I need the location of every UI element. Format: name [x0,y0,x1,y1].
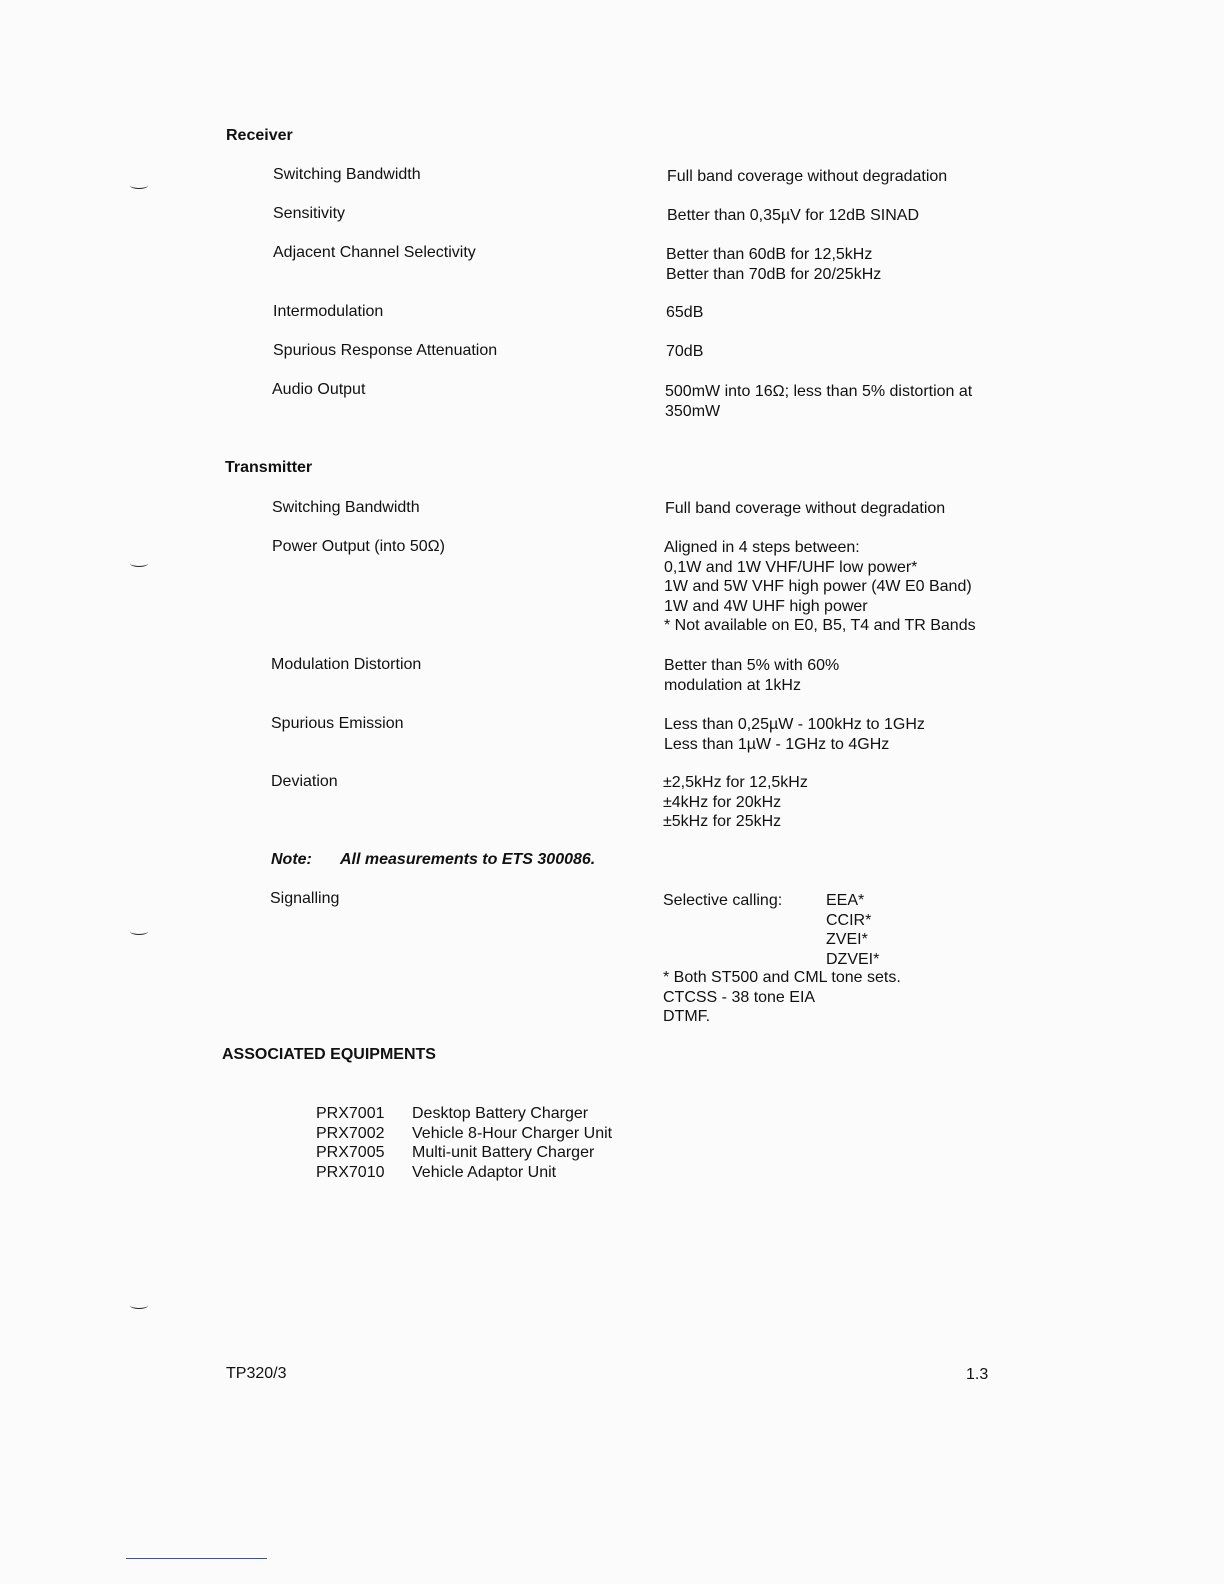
binder-mark [130,1302,148,1309]
spec-label: Spurious Response Attenuation [273,342,498,359]
spec-value: Better than 0,35µV for 12dB SINAD [667,207,920,224]
spec-value: 70dB [666,343,704,360]
equipment-desc: Multi-unit Battery Charger [412,1144,595,1161]
spec-label: Audio Output [272,381,366,398]
equipment-table [316,1104,612,1182]
binder-mark [130,182,148,189]
equipment-code: PRX7001 [316,1105,385,1122]
equipment-heading: ASSOCIATED EQUIPMENTS [222,1046,436,1063]
spec-label: Switching Bandwidth [272,499,420,516]
footer-doc-id: TP320/3 [226,1365,287,1382]
binder-mark [130,928,148,935]
spec-label: Power Output (into 50Ω) [272,538,445,555]
table-row [316,1163,612,1183]
spec-label: Spurious Emission [271,715,404,732]
spec-value: Better than 5% with 60% modulation at 1kHz [664,657,840,694]
bottom-rule [126,1558,267,1559]
spec-value: ±2,5kHz for 12,5kHz ±4kHz for 20kHz ±5kHz for 25kHz [663,774,808,830]
spec-value: Full band coverage without degradation [665,500,946,517]
note-prefix: Note: [271,851,312,868]
spec-label: Adjacent Channel Selectivity [273,244,476,261]
tone-list: EEA* CCIR* ZVEI* DZVEI* [826,892,880,968]
equipment-code: PRX7005 [316,1144,385,1161]
note-text: All measurements to ETS 300086. [340,851,596,868]
spec-value: Better than 60dB for 12,5kHz Better than 70dB for 20/25kHz [666,246,882,283]
equipment-code: PRX7010 [316,1163,385,1181]
signalling-label: Signalling [270,890,340,907]
spec-value: 500mW into 16Ω; less than 5% distortion at 350mW [665,383,973,420]
receiver-heading: Receiver [226,127,293,144]
selective-calling-label: Selective calling: [663,892,783,909]
spec-label: Deviation [271,773,338,790]
spec-value: 65dB [666,304,704,321]
equipment-desc: Vehicle Adaptor Unit [412,1163,557,1181]
binder-mark [130,560,148,567]
spec-value: Aligned in 4 steps between: 0,1W and 1W VHF/UHF low power* 1W and 5W VHF high power (4W E0 Band) 1W and 4W UHF high power * Not available on E0, B5, T4 and TR Bands [664,539,976,634]
spec-value: Less than 0,25µW - 100kHz to 1GHz Less than 1µW - 1GHz to 4GHz [664,716,925,753]
equipment-desc: Desktop Battery Charger [412,1105,589,1122]
spec-label: Switching Bandwidth [273,166,421,183]
spec-label: Intermodulation [273,303,384,320]
table-row [316,1104,612,1124]
spec-value: Full band coverage without degradation [667,168,948,185]
table-row [316,1124,612,1144]
transmitter-heading: Transmitter [225,459,313,476]
spec-label: Sensitivity [273,205,346,222]
table-row [316,1143,612,1163]
signalling-extra: * Both ST500 and CML tone sets. CTCSS - 38 tone EIA DTMF. [663,969,901,1025]
spec-label: Modulation Distortion [271,656,422,673]
footer-page-number: 1.3 [966,1366,989,1383]
equipment-code: PRX7002 [316,1124,385,1142]
equipment-desc: Vehicle 8-Hour Charger Unit [412,1124,613,1142]
